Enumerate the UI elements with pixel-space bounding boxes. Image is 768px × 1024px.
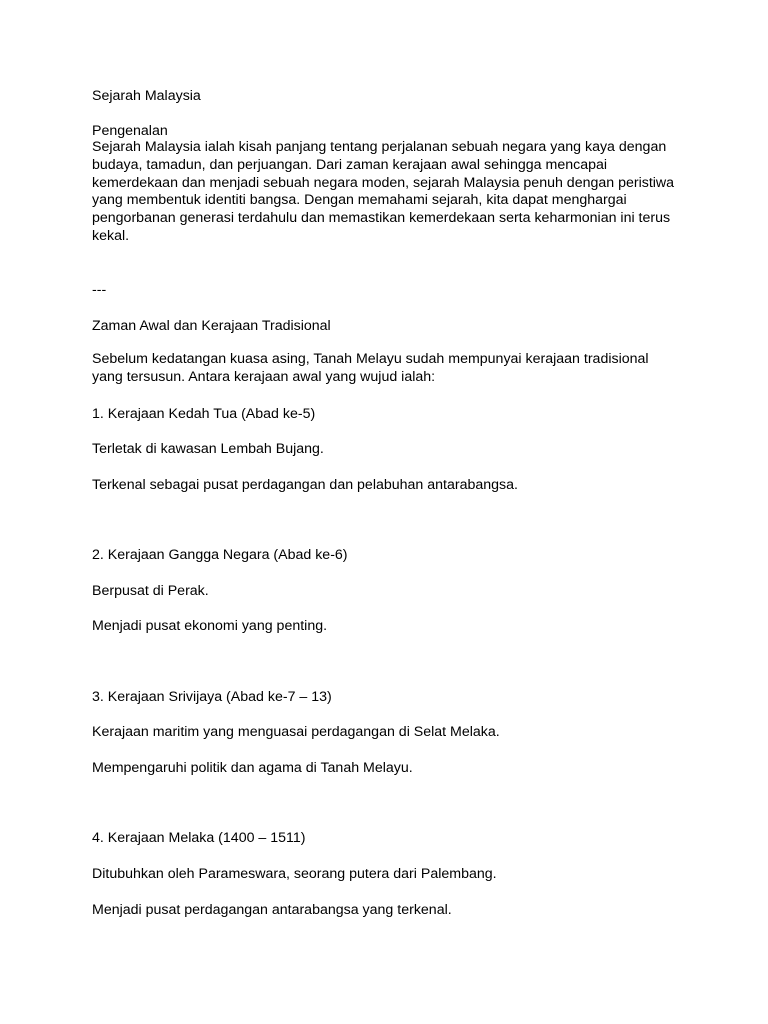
kingdom-point: Ditubuhkan oleh Parameswara, seorang putera dari Palembang. bbox=[92, 866, 497, 882]
kingdom-point: Menjadi pusat perdagangan antarabangsa yang terkenal. bbox=[92, 902, 452, 918]
section-intro-line: Sebelum kedatangan kuasa asing, Tanah Melayu sudah mempunyai kerajaan tradisional bbox=[92, 351, 649, 367]
kingdom-point: Kerajaan maritim yang menguasai perdagangan di Selat Melaka. bbox=[92, 724, 500, 740]
kingdom-heading-melaka: 4. Kerajaan Melaka (1400 – 1511) bbox=[92, 830, 306, 846]
kingdom-heading-kedah-tua: 1. Kerajaan Kedah Tua (Abad ke-5) bbox=[92, 406, 316, 422]
kingdom-point: Menjadi pusat ekonomi yang penting. bbox=[92, 618, 328, 634]
intro-heading: Pengenalan bbox=[92, 123, 168, 139]
section-intro-paragraph bbox=[92, 351, 692, 387]
kingdom-heading-gangga-negara: 2. Kerajaan Gangga Negara (Abad ke-6) bbox=[92, 547, 348, 563]
intro-paragraph bbox=[92, 139, 692, 246]
intro-line: budaya, tamadun, dan perjuangan. Dari zaman kerajaan awal sehingga mencapai bbox=[92, 156, 608, 173]
intro-line: Sejarah Malaysia ialah kisah panjang tentang perjalanan sebuah negara yang kaya dengan bbox=[92, 139, 667, 155]
intro-line: kemerdekaan dan menjadi sebuah negara moden, sejarah Malaysia penuh dengan peristiwa bbox=[92, 174, 675, 191]
kingdom-point: Terkenal sebagai pusat perdagangan dan pelabuhan antarabangsa. bbox=[92, 477, 518, 493]
section-heading: Zaman Awal dan Kerajaan Tradisional bbox=[92, 318, 331, 334]
kingdom-point: Berpusat di Perak. bbox=[92, 583, 209, 599]
document-title: Sejarah Malaysia bbox=[92, 88, 201, 104]
kingdom-point: Mempengaruhi politik dan agama di Tanah Melayu. bbox=[92, 760, 413, 776]
kingdom-heading-srivijaya: 3. Kerajaan Srivijaya (Abad ke-7 – 13) bbox=[92, 689, 332, 705]
intro-line: kekal. bbox=[92, 227, 130, 244]
kingdom-point: Terletak di kawasan Lembah Bujang. bbox=[92, 441, 324, 457]
separator: --- bbox=[92, 282, 107, 298]
intro-line: pengorbanan generasi terdahulu dan memastikan kemerdekaan serta keharmonian ini terus bbox=[92, 210, 671, 227]
intro-line: yang membentuk identiti bangsa. Dengan memahami sejarah, kita dapat menghargai bbox=[92, 192, 627, 209]
section-intro-line: yang tersusun. Antara kerajaan awal yang wujud ialah: bbox=[92, 368, 436, 385]
